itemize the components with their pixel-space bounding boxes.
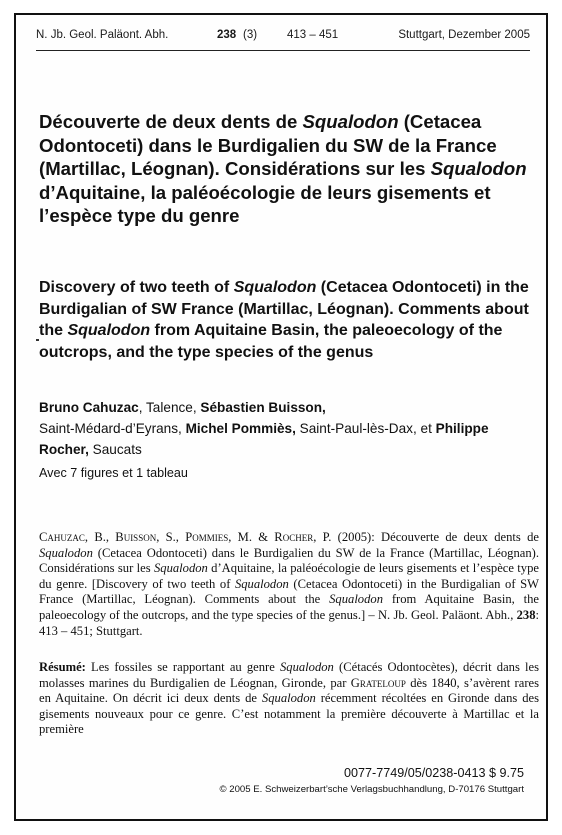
figures-note: Avec 7 figures et 1 tableau — [39, 466, 188, 480]
author-list — [39, 397, 539, 460]
title-en-text: (Cetacea Odontoceti) in the Burdigalian of SW France (Martillac, Léognan). Comments about the — [39, 279, 529, 339]
citation-block — [39, 530, 539, 639]
taxon-name: Squalodon — [233, 279, 317, 296]
author-name: Michel Pommiès, — [185, 421, 296, 436]
abstract-text: (Cétacés Odontocètes), décrit dans les molasses marines du Burdigalien de Léognan, Gironde, par — [39, 660, 539, 690]
title-fr-text: d’Aquitaine, la paléoécologie de leurs gisements et l’espèce type du genre — [39, 181, 491, 226]
title-en-text: Discovery of two teeth of — [39, 279, 234, 296]
author-name: Sébastien Buisson, — [200, 400, 326, 415]
abstract-text: dès 1840, s’avèrent rares en Aquitaine. On décrit ici deux dents de — [39, 675, 540, 706]
citation-text: (Cetacea Odontoceti) in the Burdigalian of SW France (Martillac, Léognan). Comments about the — [39, 576, 539, 607]
abstract-block — [39, 660, 539, 738]
abstract-text: Les fossiles se rapportant au genre — [85, 660, 280, 674]
journal-name: N. Jb. Geol. Paläont. Abh. — [36, 29, 169, 41]
title-en-text: from Aquitaine Basin, the paleoecology of the outcrops, and the type species of the genus — [39, 322, 503, 361]
title-english — [39, 277, 539, 363]
author-location: , Talence, — [138, 400, 201, 415]
title-fr-text: Découverte de deux dents de — [39, 111, 303, 132]
taxon-name: Squalodon — [39, 545, 93, 560]
taxon-name: Squalodon — [234, 576, 289, 591]
place-date: Stuttgart, Dezember 2005 — [398, 29, 530, 41]
cited-author: Grateloup — [350, 675, 406, 690]
citation-text: : 413 – 451; Stuttgart. — [39, 607, 539, 638]
citation-volume: 238 — [516, 607, 536, 622]
issue-number: (3) — [243, 29, 258, 41]
author-location: Saucats — [88, 442, 142, 457]
volume-number: 238 — [217, 29, 237, 41]
taxon-name: Squalodon — [302, 111, 399, 132]
citation-text: d’Aquitaine, la paléoécologie de leurs gisements et l’espèce type du genre. [Discovery of two teeth of — [39, 561, 539, 591]
title-fr-text: (Cetacea Odontoceti) dans le Burdigalien du SW de la France (Martillac, Léognan). Considérations sur les — [39, 111, 497, 179]
issn-price: 0077-7749/05/0238-0413 $ 9.75 — [344, 766, 524, 780]
taxon-name: Squalodon — [430, 158, 527, 179]
copyright-line: © 2005 E. Schweizerbart’sche Verlagsbuchhandlung, D-70176 Stuttgart — [219, 784, 524, 795]
journal-page — [14, 13, 548, 821]
citation-text: (Cetacea Odontoceti) dans le Burdigalien du SW de la France (Martillac, Léognan). Considérations sur les — [39, 545, 539, 576]
header-rule — [36, 50, 530, 51]
taxon-name: Squalodon — [261, 691, 316, 706]
abstract-text: récemment récoltées en Gironde dans des gisements nouveaux pour ce genre. C’est notamment la première découverte à Martillac et la première — [39, 691, 539, 737]
abstract-label: Résumé: — [39, 660, 86, 674]
page-range: 413 – 451 — [287, 29, 339, 41]
citation-text: from Aquitaine Basin, the paleoecology of the outcrops, and the type species of the genus.] – N. Jb. Geol. Paläont. Abh., — [39, 592, 540, 622]
citation-authors: Cahuzac, B., Buisson, S., Pommies, M. & Rocher, P. — [39, 530, 332, 544]
author-location: Saint-Paul-lès-Dax, et — [295, 421, 436, 436]
author-name: Bruno Cahuzac — [39, 400, 139, 415]
title-french — [39, 110, 539, 228]
author-name: Philippe Rocher, — [39, 421, 489, 457]
taxon-name: Squalodon — [329, 592, 383, 607]
author-location: Saint-Médard-d’Eyrans, — [39, 421, 186, 436]
citation-text: (2005): Découverte de deux dents de — [331, 530, 539, 544]
taxon-name: Squalodon — [67, 322, 151, 339]
taxon-name: Squalodon — [279, 660, 334, 674]
scan-speck — [36, 339, 39, 341]
taxon-name: Squalodon — [153, 561, 208, 576]
